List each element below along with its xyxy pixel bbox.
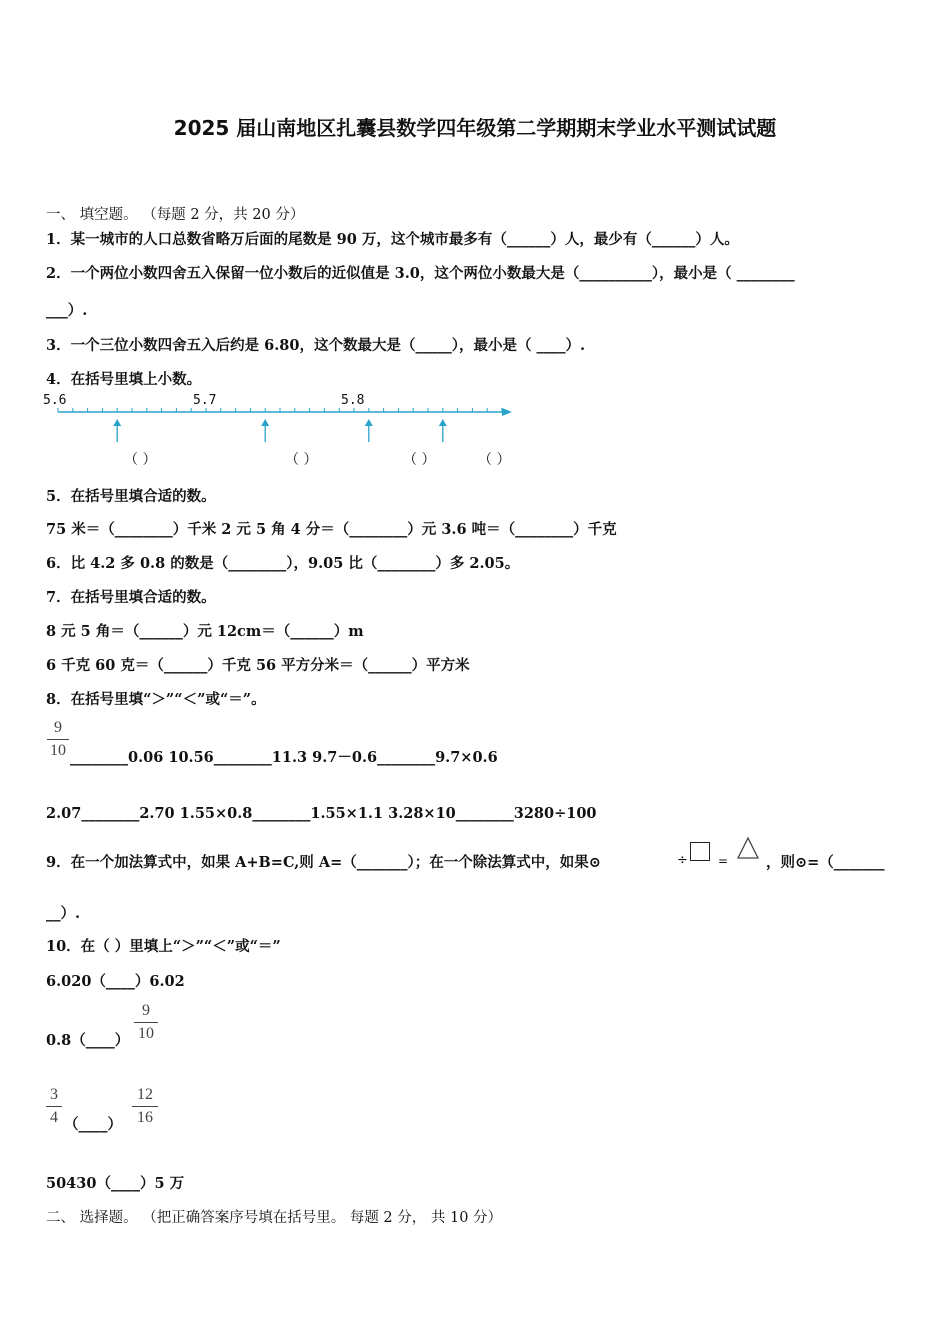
question-9-divide: ÷ <box>677 853 688 868</box>
question-6: 6．比 4.2 多 0.8 的数是（________），9.05 比（________）多 2.05。 <box>46 555 520 572</box>
number-line-pointer-arrowhead <box>113 419 121 426</box>
fraction-numerator: 12 <box>137 1086 153 1103</box>
number-line-blank-3: （ ） <box>403 452 436 468</box>
question-8-items-a: ________0.06 10.56________11.3 9.7－0.6________9.7×0.6 <box>70 749 498 766</box>
question-10-a: 6.020（____）6.02 <box>46 973 185 990</box>
question-10-c: （____） <box>64 1116 122 1133</box>
fraction-denominator: 10 <box>50 742 66 759</box>
question-8-fraction <box>47 718 69 761</box>
question-9-cont: ，则⊙=（_______ <box>766 854 885 871</box>
question-10-c-fraction-1 <box>46 1085 62 1128</box>
fraction-numerator: 9 <box>54 719 62 736</box>
page-title: 2025 届山南地区扎囊县数学四年级第二学期期末学业水平测试试题 <box>173 116 777 140</box>
number-line-pointer-arrowhead <box>261 419 269 426</box>
question-2: 2．一个两位小数四舍五入保留一位小数后的近似值是 3.0，这个两位小数最大是（__________），最小是（ ________ <box>46 265 795 282</box>
number-line-pointer-arrowhead <box>439 419 447 426</box>
number-line-arrowhead <box>502 408 512 416</box>
number-line-label-5-8: 5.8 <box>341 393 365 408</box>
number-line-blank-2: （ ） <box>285 452 318 468</box>
number-line-pointer-arrowhead <box>365 419 373 426</box>
square-icon <box>690 842 710 861</box>
fraction-denominator: 4 <box>50 1109 58 1126</box>
number-line <box>40 390 540 470</box>
section-2-heading: 二、 选择题。 （把正确答案序号填在括号里。 每题 2 分， 共 10 分） <box>46 1210 503 1226</box>
fraction-numerator: 3 <box>50 1086 58 1103</box>
triangle-icon <box>736 836 760 860</box>
number-line-label-5-6: 5.6 <box>43 393 67 408</box>
question-3: 3．一个三位小数四舍五入后约是 6.80，这个数最大是（_____），最小是（ ____）. <box>46 337 586 354</box>
question-10-b: 0.8（____） <box>46 1032 130 1049</box>
question-5-items: 75 米＝（________）千米 2 元 5 角 4 分＝（________）元 3.6 吨＝（________）千克 <box>46 521 617 538</box>
question-2-cont: ___）. <box>46 302 88 319</box>
number-line-blank-4: （ ） <box>478 452 511 468</box>
question-7-items-a: 8 元 5 角＝（______）元 12cm＝（______）m <box>46 623 364 640</box>
fraction-denominator: 10 <box>138 1025 154 1042</box>
question-9-end: __）. <box>46 905 81 922</box>
question-8: 8．在括号里填“＞”“＜”或“＝”。 <box>46 691 266 708</box>
question-4: 4．在括号里填上小数。 <box>46 371 202 388</box>
question-8-items-b: 2.07________2.70 1.55×0.8________1.55×1.1 3.28×10________3280÷100 <box>46 805 597 822</box>
question-10: 10．在（ ）里填上“＞”“＜”或“＝” <box>46 938 281 955</box>
question-10-c-fraction-2 <box>132 1085 158 1128</box>
section-1-heading: 一、 填空题。 （每题 2 分，共 20 分） <box>46 207 305 223</box>
question-7-items-b: 6 千克 60 克＝（______）千克 56 平方分米＝（______）平方米 <box>46 657 470 674</box>
fraction-numerator: 9 <box>142 1002 150 1019</box>
number-line-blank-1: （ ） <box>124 452 157 468</box>
question-5: 5．在括号里填合适的数。 <box>46 488 216 505</box>
question-9: 9．在一个加法算式中，如果 A+B=C,则 A=（_______）；在一个除法算式中，如果⊙ <box>46 854 601 871</box>
number-line-label-5-7: 5.7 <box>193 393 217 408</box>
question-1: 1．某一城市的人口总数省略万后面的尾数是 90 万，这个城市最多有（______）人，最少有（______）人。 <box>46 231 739 248</box>
question-10-b-fraction <box>134 1001 158 1044</box>
question-9-equals: = <box>718 854 729 868</box>
question-7: 7．在括号里填合适的数。 <box>46 589 216 606</box>
question-10-d: 50430（____）5 万 <box>46 1175 185 1192</box>
fraction-denominator: 16 <box>137 1109 153 1126</box>
